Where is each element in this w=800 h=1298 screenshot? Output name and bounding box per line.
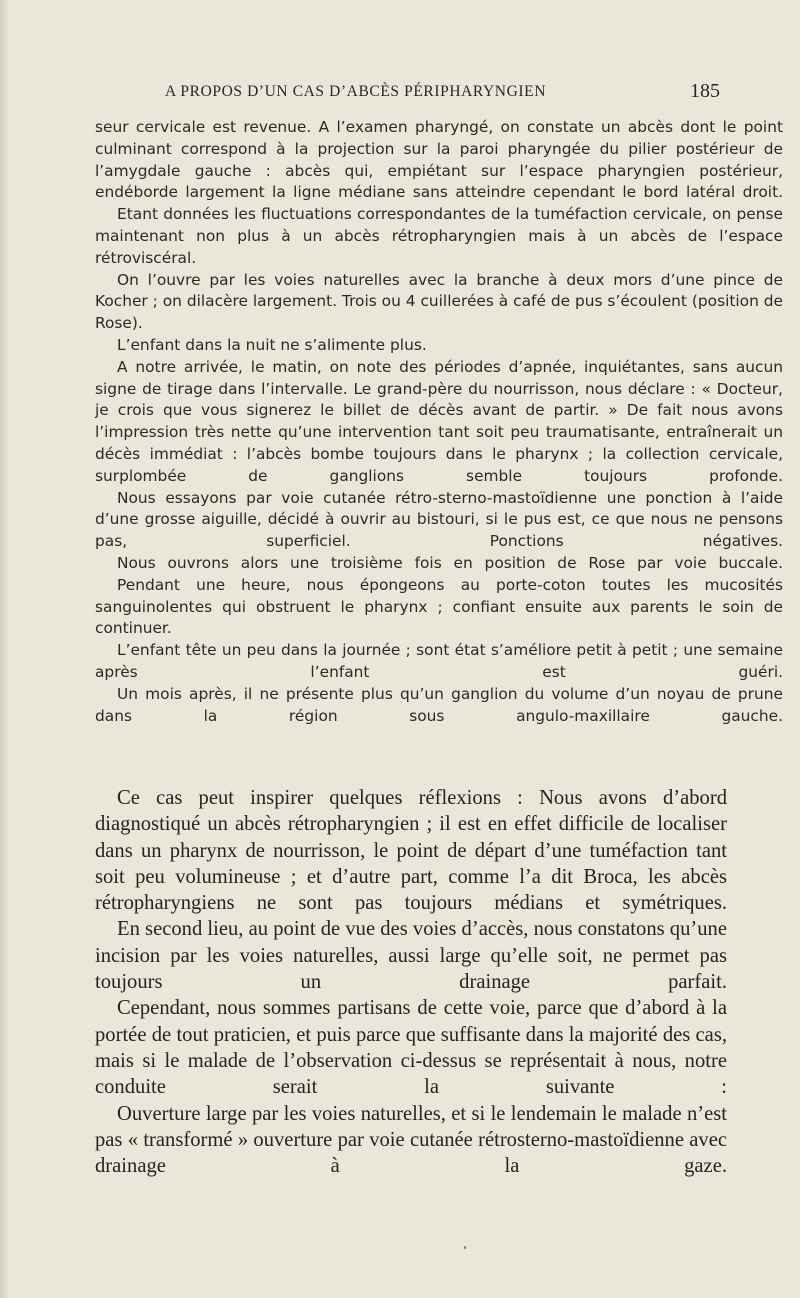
paragraph: Nous essayons par voie cutanée rétro-sterno-mastoïdienne une ponction à l’aide d’une grosse aiguille, décidé à ouvrir au bistouri, si le pus est, ce que nous ne pensons pas, superficiel. Ponctions négatives. (95, 488, 783, 551)
case-report-text (95, 117, 783, 727)
paragraph: Un mois après, il ne présente plus qu’un ganglion du volume d’un noyau de prune dans la région sous angulo-maxillaire gauche. (95, 684, 783, 725)
paragraph: seur cervicale est revenue. A l’examen pharyngé, on constate un abcès dont le point culminant correspond à la projection sur la paroi pharyngée du pilier postérieur de l’amygdale gauche : abcès qui, empiétant sur l’espace pharyngien postérieur, endéborde largement la ligne médiane sans atteindre cependant le bord latéral droit. (95, 118, 783, 202)
discussion-text (95, 785, 727, 1179)
paragraph: L’enfant tête un peu dans la journée ; sont état s’améliore petit à petit ; une semaine après l’enfant est guéri. (95, 641, 783, 681)
page-number: 185 (690, 80, 720, 102)
running-title: A PROPOS D’UN CAS D’ABCÈS PÉRIPHARYNGIEN (165, 83, 546, 100)
paragraph: L’enfant dans la nuit ne s’alimente plus. (117, 335, 427, 354)
paragraph: En second lieu, au point de vue des voies d’accès, nous constatons qu’une incision par les voies naturelles, aussi large qu’elle soit, ne permet pas toujours un drainage parfait. (95, 918, 727, 994)
ink-speck (464, 1246, 466, 1249)
paragraph: Etant données les fluctuations correspondantes de la tuméfaction cervicale, on pense maintenant non plus à un abcès rétropharyngien mais à un abcès de l’espace rétroviscéral. (95, 205, 783, 267)
paragraph: On l’ouvre par les voies naturelles avec la branche à deux mors d’une pince de Kocher ; on dilacère largement. Trois ou 4 cuillerées à café de pus s’écoulent (position de Rose). (95, 270, 783, 333)
paragraph: A notre arrivée, le matin, on note des périodes d’apnée, inquiétantes, sans aucun signe de tirage dans l’intervalle. Le grand-père du nourrisson, nous déclare : « Docteur, je crois que vous signerez le billet de décès avant de partir. » De fait nous avons l’impression très nette qu’une intervention tant soit peu traumatisante, entraînerait un décès immédiat : l’abcès bombe toujours dans le pharynx ; la collection cervicale, surplombée de ganglions semble toujours profonde. (95, 357, 783, 485)
paragraph: Ce cas peut inspirer quelques réflexions : Nous avons d’abord diagnostiqué un abcès rétropharyngien ; il est en effet difficile de localiser dans un pharynx de nourrisson, le point de départ d’une tuméfaction tant soit peu volumineuse ; et d’autre part, comme l’a dit Broca, les abcès rétropharyngiens ne sont pas toujours médians et symétriques. (95, 787, 727, 915)
paragraph: Ouverture large par les voies naturelles, et si le lendemain le malade n’est pas « transformé » ouverture par voie cutanée rétrosterno-mastoïdienne avec drainage à la gaze. (95, 1102, 727, 1178)
paragraph: Cependant, nous sommes partisans de cette voie, parce que d’abord à la portée de tout praticien, et puis parce que suffisante dans la majorité des cas, mais si le malade de l’observation ci-dessus se représentait à nous, notre conduite serait la suivante : (95, 997, 727, 1099)
paragraph: Pendant une heure, nous épongeons au porte-coton toutes les mucosités sanguinolentes qui obstruent le pharynx ; confiant ensuite aux parents le soin de continuer. (95, 575, 783, 638)
running-header (120, 80, 790, 106)
paragraph: Nous ouvrons alors une troisième fois en position de Rose par voie buccale. (117, 553, 783, 572)
